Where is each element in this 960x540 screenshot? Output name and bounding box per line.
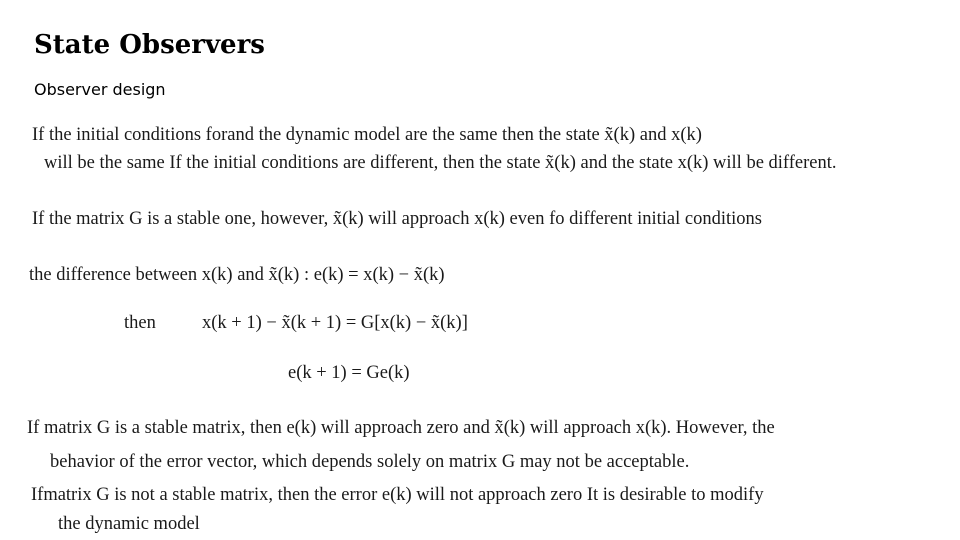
slide-subtitle: Observer design: [34, 80, 166, 99]
slide-title: State Observers: [34, 30, 265, 60]
paragraph-2-line-1: If the matrix G is a stable one, however, x̃(k) will approach x(k) even fo different initial conditions: [32, 209, 762, 229]
paragraph-4-line-1: If matrix G is a stable matrix, then e(k) will approach zero and x̃(k) will approach x(k). However, the: [27, 418, 775, 438]
paragraph-3-line-1: the difference between x(k) and x̃(k) : e(k) = x(k) − x̃(k): [29, 265, 445, 285]
paragraph-1-line-2: will be the same If the initial conditions are different, then the state x̃(k) and the state x(k) will be different.: [44, 153, 837, 173]
equation-1-label: then: [124, 313, 156, 333]
paragraph-5-line-2: the dynamic model: [58, 514, 200, 534]
paragraph-4-line-2: behavior of the error vector, which depends solely on matrix G may not be acceptable.: [50, 452, 690, 472]
equation-2: e(k + 1) = Ge(k): [288, 363, 410, 383]
paragraph-5-line-1: Ifmatrix G is not a stable matrix, then the error e(k) will not approach zero It is desirable to modify: [31, 485, 764, 505]
equation-1: x(k + 1) − x̃(k + 1) = G[x(k) − x̃(k)]: [202, 313, 468, 333]
paragraph-1-line-1: If the initial conditions forand the dynamic model are the same then the state x̃(k) and x(k): [32, 125, 702, 145]
